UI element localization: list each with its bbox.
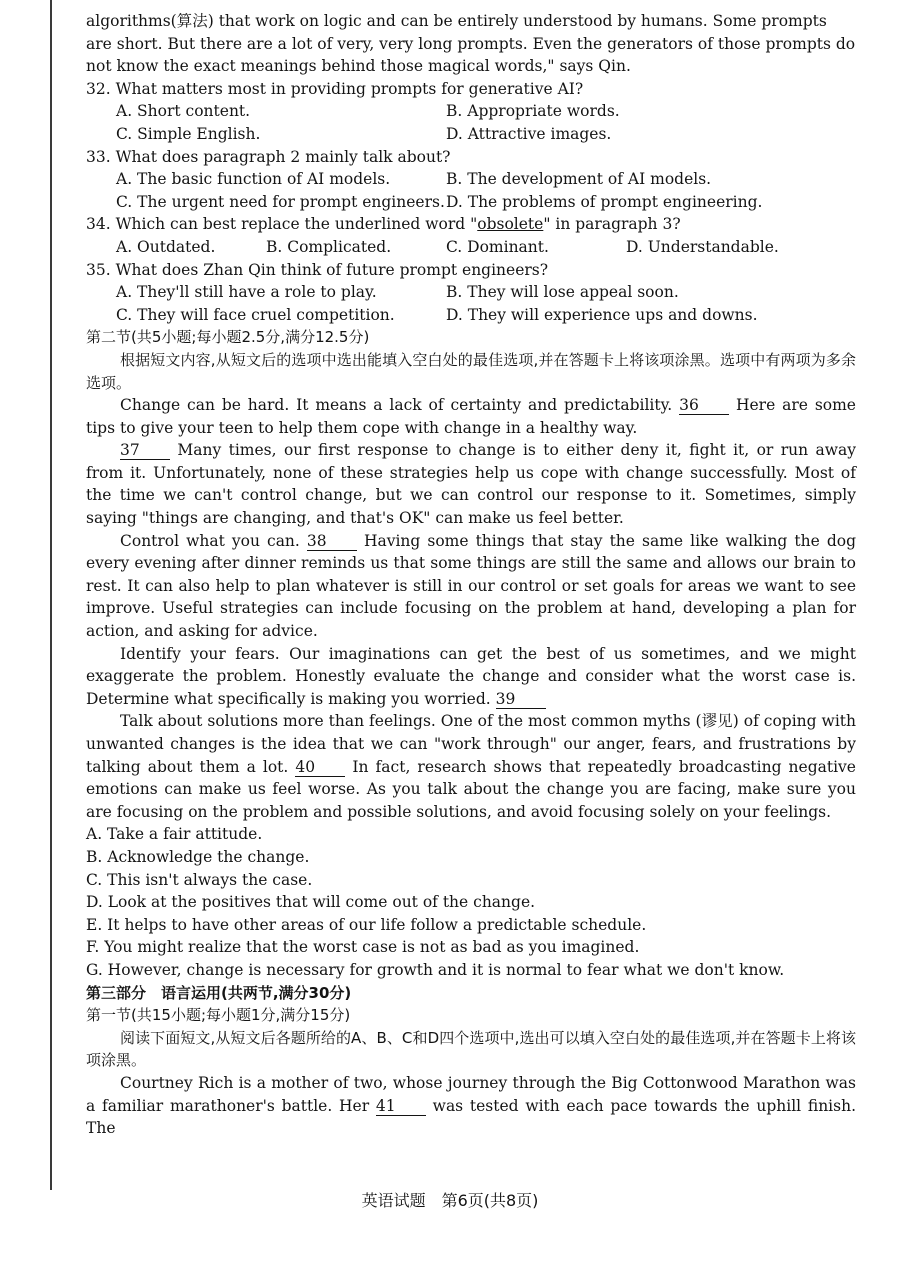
- page-footer: 英语试题 第6页(共8页): [361, 1191, 539, 1210]
- choice-d[interactable]: D. Look at the positives that will come out of the change.: [86, 893, 536, 912]
- passage-text: Identify your fears. Our imaginations can get the best of us sometimes, and we might exaggerate the problem. Honestly evaluate the change and consider what the worst case is. Determine what specifically is making you worried.: [86, 644, 856, 708]
- page-content: [86, 10, 856, 1140]
- option-b[interactable]: B. They will lose appeal soon.: [446, 283, 679, 302]
- passage-text: Change can be hard. It means a lack of certainty and predictability.: [120, 396, 673, 415]
- option-a[interactable]: A. Short content.: [116, 102, 251, 121]
- option-a[interactable]: A. The basic function of AI models.: [116, 170, 391, 189]
- intro-line-3: not know the exact meanings behind those magical words," says Qin.: [86, 57, 631, 76]
- passage-text: Talk about solutions more than feelings. One of the most common myths (谬见) of coping with unwanted changes is the idea that we can "work through" our anger, fears, and frustrations by talking about them a lot.: [86, 712, 856, 776]
- choice-c[interactable]: C. This isn't always the case.: [86, 870, 313, 889]
- blank-36[interactable]: 36: [679, 396, 729, 415]
- choice-f[interactable]: F. You might realize that the worst case is not as bad as you imagined.: [86, 938, 640, 957]
- passage-paragraph-3: [86, 530, 856, 643]
- choice-a[interactable]: A. Take a fair attitude.: [86, 825, 263, 844]
- passage-paragraph-2: [86, 439, 856, 529]
- passage-text: Having some things that stay the same like walking the dog every evening after dinner reminds us that some things are still the same and allows our brain to rest. It can also help to plan whatever is still in our control or set goals for areas we want to see improve. Useful strategies can include focusing on the problem at hand, developing a plan for action, and asking for advice.: [86, 531, 856, 641]
- question-32: [86, 78, 856, 146]
- stem-pre: 34. Which can best replace the underlined word ": [86, 215, 478, 234]
- option-a[interactable]: A. They'll still have a role to play.: [116, 283, 377, 302]
- passage-text: Many times, our first response to change is to either deny it, fight it, or run away from it. Unfortunately, none of these strategies help us cope with change successfully. Most of the time we can't control change, but we can control our response to it. Sometimes, simply saying "things are changing, and that's OK" can make us feel better.: [86, 441, 856, 528]
- passage-paragraph-1: [86, 394, 856, 439]
- blank-41[interactable]: 41: [376, 1097, 426, 1116]
- option-d[interactable]: D. The problems of prompt engineering.: [446, 192, 763, 211]
- section-2-heading: 第二节(共5小题;每小题2.5分,满分12.5分): [86, 328, 370, 347]
- cloze-paragraph-1: [86, 1072, 856, 1140]
- choice-g[interactable]: G. However, change is necessary for growth and it is normal to fear what we don't know.: [86, 960, 785, 979]
- option-d[interactable]: D. They will experience ups and downs.: [446, 305, 758, 324]
- passage-paragraph-5: [86, 710, 856, 823]
- option-b[interactable]: B. Complicated.: [266, 237, 392, 256]
- underlined-word: obsolete: [477, 215, 544, 234]
- choice-list: [86, 823, 856, 981]
- passage-text: was tested with each pace towards the uphill finish. The: [86, 1096, 856, 1138]
- option-b[interactable]: B. The development of AI models.: [446, 170, 712, 189]
- question-stem: [86, 213, 856, 236]
- question-stem: 32. What matters most in providing prompts for generative AI?: [86, 79, 584, 98]
- option-b[interactable]: B. Appropriate words.: [446, 102, 620, 121]
- blank-38[interactable]: 38: [307, 532, 357, 551]
- part-3-instruction: 阅读下面短文,从短文后各题所给的A、B、C和D四个选项中,选出可以填入空白处的最佳选项,并在答题卡上将该项涂黑。: [86, 1028, 856, 1070]
- option-c[interactable]: C. They will face cruel competition.: [116, 305, 395, 324]
- part-3-heading: 第三部分 语言运用(共两节,满分30分): [86, 983, 352, 1002]
- passage-text: Control what you can.: [120, 531, 300, 550]
- option-c[interactable]: C. Simple English.: [116, 124, 261, 143]
- option-c[interactable]: C. Dominant.: [446, 237, 549, 256]
- passage-text: Here are some tips to give your teen to help them cope with change in a healthy way.: [86, 396, 856, 437]
- passage-text: In fact, research shows that repeatedly broadcasting negative emotions can make us feel worse. As you talk about the change you are facing, make sure you are focusing on the problem and possible solutions, and avoid focusing solely on your feelings.: [86, 757, 856, 821]
- intro-line-2: are short. But there are a lot of very, very long prompts. Even the generators of those prompts do: [86, 34, 856, 53]
- option-d[interactable]: D. Understandable.: [626, 237, 779, 256]
- blank-40[interactable]: 40: [295, 758, 345, 777]
- option-a[interactable]: A. Outdated.: [116, 237, 216, 256]
- section-2-instruction: 根据短文内容,从短文后的选项中选出能填入空白处的最佳选项,并在答题卡上将该项涂黑。选项中有两项为多余选项。: [86, 350, 856, 392]
- blank-39[interactable]: 39: [496, 690, 546, 709]
- question-33: [86, 146, 856, 214]
- passage-text: Courtney Rich is a mother of two, whose journey through the Big Cottonwood Marathon was a familiar marathoner's battle. Her: [86, 1073, 856, 1115]
- question-stem: 33. What does paragraph 2 mainly talk about?: [86, 147, 451, 166]
- part-3-subheading: 第一节(共15小题;每小题1分,满分15分): [86, 1006, 351, 1025]
- question-35: [86, 259, 856, 327]
- question-stem: 35. What does Zhan Qin think of future prompt engineers?: [86, 260, 549, 279]
- blank-37[interactable]: 37: [120, 441, 170, 460]
- option-c[interactable]: C. The urgent need for prompt engineers.: [116, 192, 445, 211]
- question-34: [86, 213, 856, 258]
- passage-paragraph-4: [86, 643, 856, 711]
- stem-post: " in paragraph 3?: [543, 215, 681, 234]
- intro-line-1: algorithms(算法) that work on logic and can be entirely understood by humans. Some prompts: [86, 12, 827, 30]
- option-d[interactable]: D. Attractive images.: [446, 124, 612, 143]
- choice-e[interactable]: E. It helps to have other areas of our life follow a predictable schedule.: [86, 915, 647, 934]
- choice-b[interactable]: B. Acknowledge the change.: [86, 847, 310, 866]
- margin-rule: [50, 0, 52, 1190]
